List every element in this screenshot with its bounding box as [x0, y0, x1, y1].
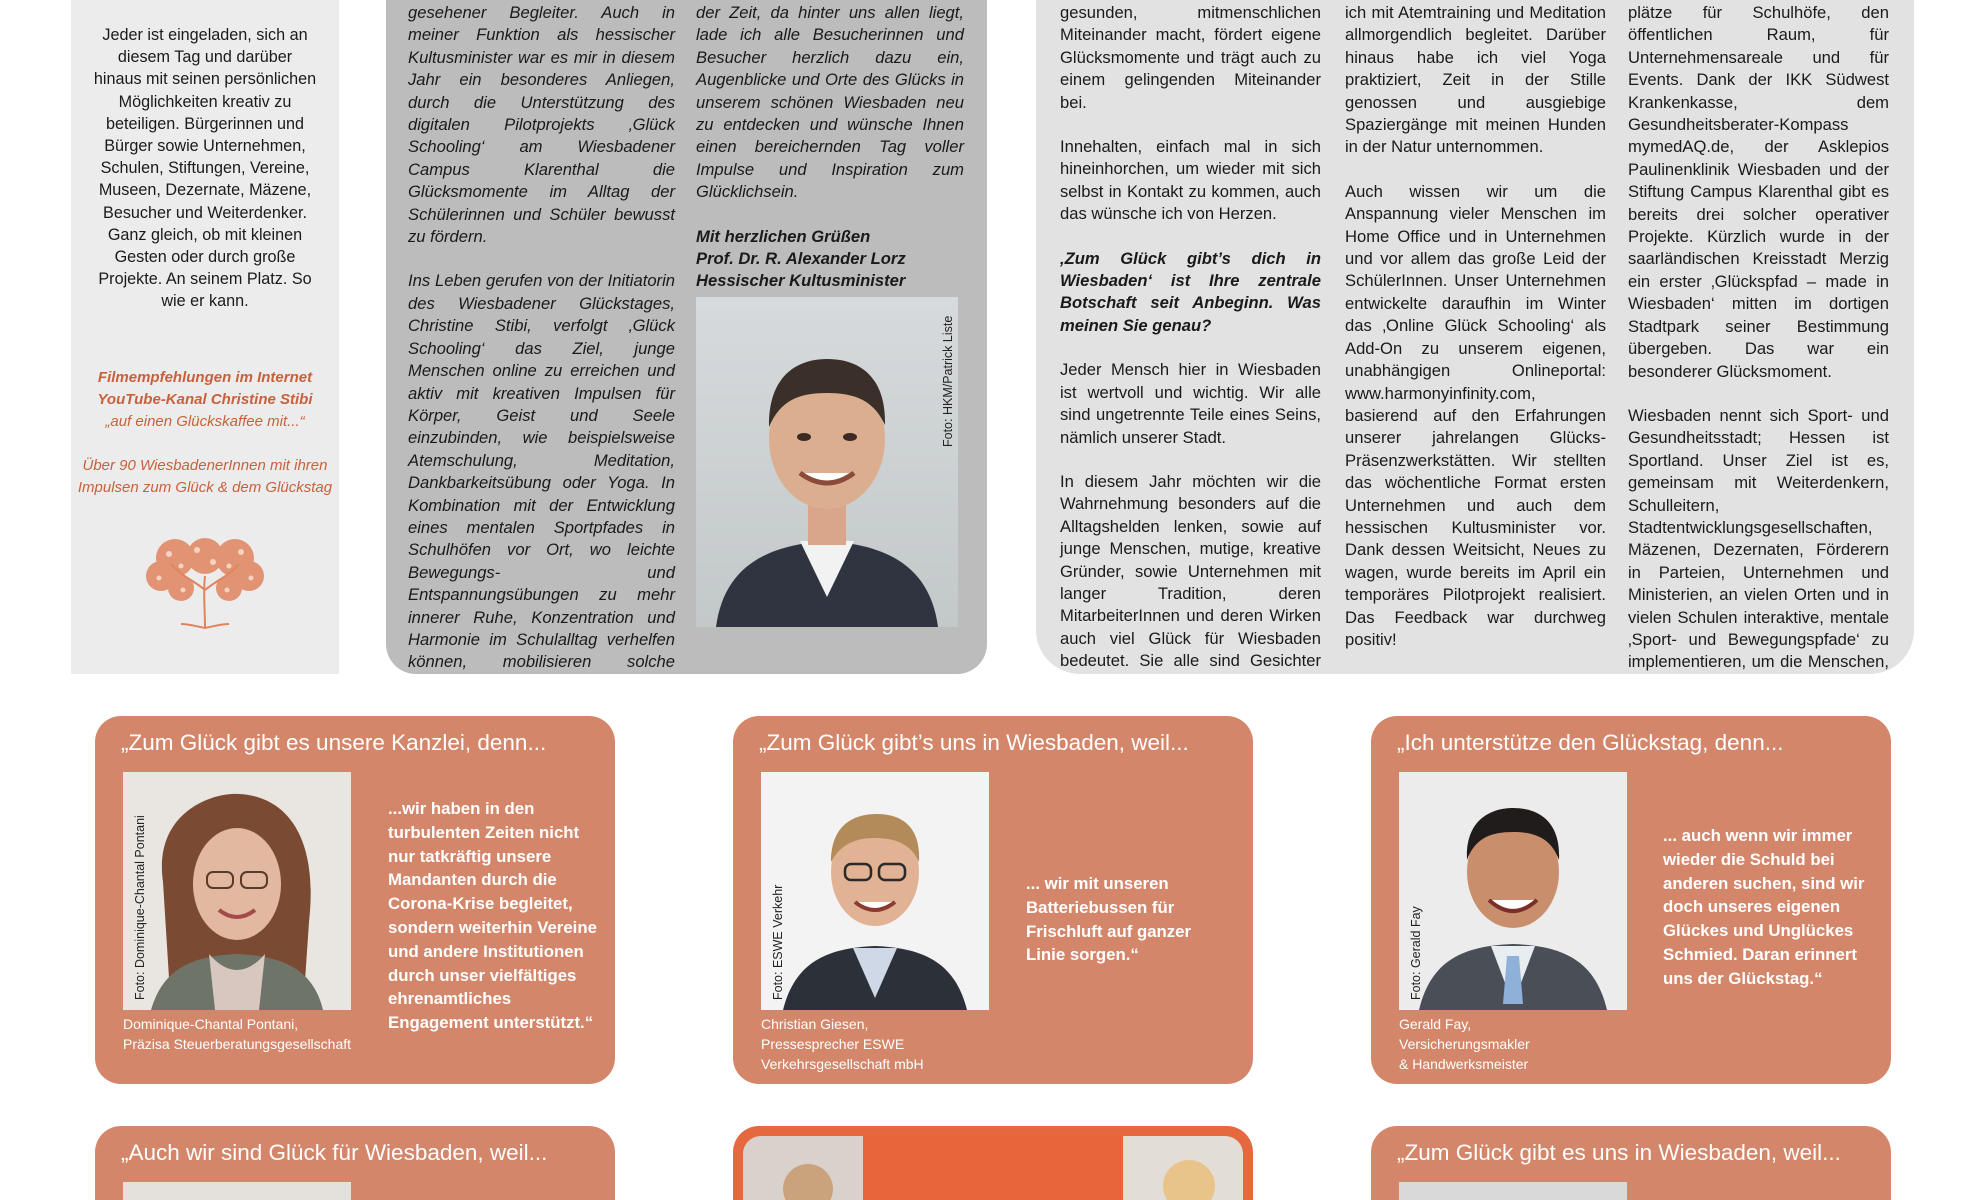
portrait-illustration [761, 772, 989, 1010]
minister-portrait-photo [696, 297, 958, 627]
testimonial-card-partial [95, 1126, 615, 1200]
card-title: „Zum Glück gibt es unsere Kanzlei, denn... [121, 730, 547, 755]
testimonial-card [733, 716, 1253, 1084]
card-title: „Ich unterstütze den Glückstag, denn... [1397, 730, 1784, 755]
card-quote: ... wir mit unseren Batteriebussen für Frischluft auf ganzer Linie sorgen.“ [1026, 874, 1192, 965]
portrait-illustration [123, 772, 351, 1010]
signature-role: Hessischer Kultusminister [696, 271, 906, 291]
card-portrait-photo [123, 772, 351, 1010]
heart-tree-icon [137, 528, 273, 632]
interview-paragraph: Auch wissen wir um die Anspannung vieler Menschen im Home Office und in Unternehmen und vor allem das große Leid der SchülerInnen. Unser Unternehmen entwickelte daraufhin im Winter das ‚Online Glück Schooling‘ als Add-On zu unserem eigenen, unabhängigen Onlineportal: www.harmonyinfinity.com, basierend auf den Erfahrungen unserer jahrelangen Glücks-Präsenzwerkstätten. Wir stellten das wöchentliche Format ersten Unternehmen und auch dem hessischen Kultusminister vor. Dank dessen Weitsicht, Neues zu wagen, wurde bereits im April ein temporäres Pilotprojekt realisiert. Das Feedback war durchweg positiv! [1345, 181, 1606, 649]
card-portrait-photo [761, 772, 989, 1010]
testimonial-card [95, 716, 615, 1084]
card-portrait-photo [1399, 1182, 1627, 1200]
card-portrait-photo [123, 1182, 351, 1200]
signature-name: Prof. Dr. R. Alexander Lorz [696, 249, 906, 269]
card-person-role: Pressesprecher ESWE [761, 1036, 905, 1052]
interview-question: ‚Zum Glück gibt’s dich in Wiesbaden‘ ist Ihre zentrale Botschaft seit Anbeginn. Was meinen Sie genau? [1060, 248, 1321, 335]
testimonial-card-partial [1371, 1126, 1891, 1200]
group-photo [743, 1136, 1243, 1200]
film-title-1: Filmempfehlungen im Internet [97, 369, 313, 386]
left-intro-text: Jeder ist eingeladen, sich an diesem Tag und darüber hinaus mit seinen persönlichen Möglichkeiten kreativ zu beteiligen. Bürgerinnen und Bürger sowie Unternehmen, Schulen, Stiftungen, Vereine, Museen, Dezernate, Mäzene, Besucher und Weiterdenker. Ganz gleich, ob mit kleinen Gesten oder durch große Projekte. An seinem Platz. So wie er kann. [93, 26, 317, 311]
interview-col-3 [1628, 2, 1889, 674]
card-title: „Zum Glück gibt es uns in Wiesbaden, weil... [1397, 1140, 1841, 1165]
card-quote: ... auch wenn wir immer wieder die Schuld bei anderen suchen, sind wir doch unseres eigenen Glückes und Unglückes Schmied. Daran erinnert uns der Glückstag.“ [1663, 826, 1865, 988]
card-portrait-photo [1399, 772, 1627, 1010]
film-recommendation [77, 367, 333, 433]
minister-text-col-2 [696, 2, 964, 293]
interview-paragraph: plätze für Schulhöfe, den öffentlichen Raum, für Unternehmensareale und für Events. Dank der IKK Südwest Krankenkasse, dem Gesundheitsberater-Kompass mymedAQ.de, der Asklepios Paulinenklinik Wiesbaden und der Stiftung Campus Klarenthal gibt es bereits drei solcher operativer Projekte. Kürzlich wurde in der saarländischen Kreisstadt Merzig ein erster ‚Glückspfad – made in Wiesbaden‘ mitten im dortigen Stadtpark seiner Bestimmung übergeben. Das war ein besonderer Glücksmoment. [1628, 3, 1889, 381]
interview-paragraph: gesunden, mitmenschlichen Miteinander macht, fördert eigene Glücksmomente und trägt auch zu einem gelingenden Miteinander bei. [1060, 3, 1321, 112]
portrait-illustration [1399, 772, 1627, 1010]
card-person-company: Verkehrsgesellschaft mbH [761, 1056, 924, 1072]
minister-photo-credit: Foto: HKM/Patrick Liste [941, 315, 955, 447]
minister-paragraph: gesehener Begleiter. Auch in meiner Funktion als hessischer Kultusminister war es mir in diesem Jahr ein besonderes Anliegen, durch die Unterstützung des digitalen Pilotprojekts ‚Glück Schooling‘ am Wiesbadener Campus Klarenthal die Glücksmomente im Alltag der Schülerinnen und Schüler bewusst zu fördern. [408, 3, 675, 247]
card-quote: ...wir haben in den turbulenten Zeiten nicht nur tatkräftig unsere Mandanten durch die Corona-Krise begleitet, sondern weiterhin Vereine und andere Institutionen durch unser vielfältiges ehrenamtliches Engagement unterstützt.“ [388, 799, 597, 1033]
interview-col-2 [1345, 2, 1606, 674]
minister-greeting-panel [386, 0, 987, 674]
interview-paragraph: Jeder Mensch hier in Wiesbaden ist wertvoll und wichtig. Wir alle sind ungetrennte Teile eines Seins, nämlich unserer Stadt. [1060, 360, 1321, 447]
interview-panel [1036, 0, 1914, 674]
interview-col-1 [1060, 2, 1321, 674]
card-photo-credit: Foto: ESWE Verkehr [771, 884, 785, 1000]
film-subtitle: „auf einen Glückskaffee mit...“ [105, 413, 305, 430]
card-person [761, 1014, 1021, 1074]
interview-paragraph: In diesem Jahr möchten wir die Wahrnehmung besonders auf die Alltagshelden lenken, sowie auf junge Menschen, mutige, kreative Gründer, sowie Unternehmen mit langer Tradition, deren MitarbeiterInnen und deren Wirken auch viel Glück für Wiesbaden bedeutet. Sie alle sind Gesichter [1060, 471, 1321, 671]
card-person-name: Christian Giesen, [761, 1016, 869, 1032]
card-title: „Zum Glück gibt’s uns in Wiesbaden, weil... [759, 730, 1189, 755]
card-person [1399, 1014, 1659, 1074]
card-photo-credit: Foto: Gerald Fay [1409, 906, 1423, 1000]
card-person [123, 1014, 383, 1054]
card-person-name: Gerald Fay, [1399, 1016, 1472, 1032]
interview-paragraph: ich mit Atemtraining und Meditation allmorgendlich begleitet. Darüber hinaus habe ich viel Yoga praktiziert, Zeit in der Stille genossen und ausgiebige Spaziergänge mit meinen Hunden in der Natur unternommen. [1345, 3, 1606, 157]
card-person-role: Versicherungsmakler [1399, 1036, 1530, 1052]
testimonial-card [1371, 716, 1891, 1084]
minister-paragraph: der Zeit, da hinter uns allen liegt, lade ich alle Besucherinnen und Besucher herzlich dazu ein, Augenblicke und Orte des Glücks in unserem schönen Wiesbaden neu zu entdecken und wünsche Ihnen einen bereichernden Tag voller Impulse und Inspiration zum Glücklichsein. [696, 3, 964, 202]
photo-card-partial [733, 1126, 1253, 1200]
minister-signature [696, 226, 964, 293]
film-title-2: YouTube-Kanal Christine Stibi [97, 391, 313, 408]
interview-paragraph: Wiesbaden nennt sich Sport- und Gesundheitsstadt; Hessen ist Sportland. Unser Ziel ist es, gemeinsam mit Weiterdenkern, Schulleitern, Stadtentwicklungsgesellschaften, Mäzenen, Dezernaten, Förderern in Parteien, Unternehmen und Ministerien, an vielen Orten und in vielen Schulen interaktive, mentale ‚Sport- und Bewegungspfade‘ zu implementieren, um die Menschen, [1628, 405, 1889, 672]
card-title: „Auch wir sind Glück für Wiesbaden, weil... [121, 1140, 548, 1165]
card-person-name: Dominique-Chantal Pontani, [123, 1016, 299, 1032]
interview-paragraph [1345, 673, 1606, 674]
left-info-column [71, 0, 339, 674]
signature-greeting: Mit herzlichen Grüßen [696, 226, 871, 246]
interview-paragraph: Innehalten, einfach mal in sich hineinhorchen, um wieder mit sich selbst in Kontakt zu kommen, auch das wünsche ich von Herzen. [1060, 137, 1321, 224]
minister-text-col-1 [408, 2, 675, 674]
over-90-note: Über 90 WiesbadenerInnen mit ihren Impulsen zum Glück & dem Glückstag [77, 457, 333, 496]
card-person-detail: & Handwerksmeister [1399, 1056, 1529, 1072]
card-photo-credit: Foto: Dominique-Chantal Pontani [133, 815, 147, 1000]
minister-paragraph: Ins Leben gerufen von der Initiatorin des Wiesbadener Glückstages, Christine Stibi, verfolgt ‚Glück Schooling‘ das Ziel, junge Menschen online zu erreichen und aktiv mit kreativen Impulsen für Körper, Geist und Seele einzubinden, wie beispielsweise Atemschulung, Meditation, Dankbarkeitsübung oder Yoga. In Kombination mit der Entwicklung eines mentalen Sportpfades in Schulhöfen vor Ort, wo leichte Bewegungs- und Entspannungsübungen zu mehr innerer Ruhe, Konzentration und Harmonie im Schulalltag verhelfen können, mobilisieren solche [408, 271, 675, 672]
portrait-illustration [696, 297, 958, 627]
card-person-role: Präzisa Steuerberatungsgesellschaft [123, 1036, 352, 1052]
